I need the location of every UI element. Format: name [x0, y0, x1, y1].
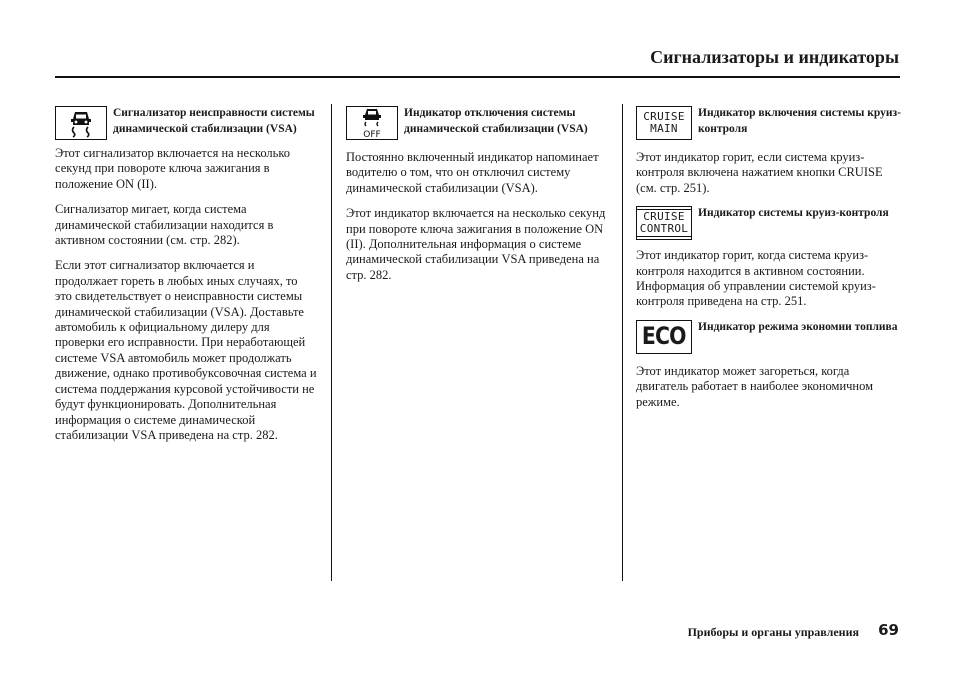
page-title: Сигнализаторы и индикаторы	[650, 47, 899, 67]
entry-heading: Индикатор отключения системы динамической стабилизации (VSA)	[404, 107, 588, 135]
column-1	[55, 106, 317, 453]
title-rule	[55, 76, 900, 78]
page-number: 69	[878, 621, 899, 639]
paragraph: Если этот сигнализатор включается и продолжает гореть в любых иных случаях, то это свидетельствует о неисправности системы динамической стабилизации (VSA). Доставьте автомобиль к официальному дилеру для проверки его исправности. При неработающей системе VSA автомобиль может продолжать движение, однако противобуксовочная система и система поддержания курсовой устойчивости не будут функционировать. Дополнительная информация о системе динамической стабилизации VSA приведена на стр. 282.	[55, 258, 317, 442]
footer-section-label: Приборы и органы управления	[687, 625, 859, 639]
off-label: OFF	[363, 130, 381, 139]
cruise-control-line-1: CRUISE	[643, 210, 685, 224]
vsa-warning-entry	[55, 106, 317, 443]
entry-heading: Индикатор системы круиз-контроля	[698, 207, 889, 220]
cruise-main-entry	[636, 106, 902, 196]
cruise-main-icon	[636, 106, 692, 140]
eco-label: ECO	[642, 322, 686, 351]
entry-heading: Индикатор включения системы круиз-контроля	[698, 107, 901, 135]
paragraph: Этот индикатор включается на несколько секунд при повороте ключа зажигания в положение ON (II). Дополнительная информация о системе динамической стабилизации VSA приведена на стр. 282.	[346, 206, 606, 282]
paragraph: Этот индикатор может загореться, когда двигатель работает в наиболее экономичном режиме.	[636, 363, 874, 409]
paragraph: Этот индикатор горит, если система круиз-контроля включена нажатием кнопки CRUISE (см. стр. 251).	[636, 150, 883, 195]
eco-icon	[636, 320, 692, 354]
entry-heading: Сигнализатор неисправности системы динамической стабилизации (VSA)	[113, 107, 315, 135]
column-divider	[622, 104, 623, 581]
paragraph: Этот сигнализатор включается на несколько секунд при повороте ключа зажигания в положение ON (II).	[55, 146, 291, 191]
column-3	[636, 106, 902, 420]
paragraph: Этот индикатор горит, когда система круиз-контроля находится в активном состоянии. Информация об управлении системой круиз-контроля приведена на стр. 251.	[636, 248, 876, 309]
cruise-control-entry	[636, 206, 902, 310]
column-divider	[331, 104, 332, 581]
entry-heading: Индикатор режима экономии топлива	[698, 320, 898, 333]
cruise-main-line-1: CRUISE	[643, 110, 685, 123]
eco-entry	[636, 320, 902, 410]
column-2	[346, 106, 612, 293]
paragraph: Постоянно включенный индикатор напоминает водителю о том, что он отключил систему динамической стабилизации (VSA).	[346, 150, 599, 195]
cruise-main-line-2: MAIN	[650, 122, 678, 135]
vsa-off-entry	[346, 106, 612, 283]
vsa-warning-icon	[55, 106, 107, 140]
paragraph: Сигнализатор мигает, когда система динамической стабилизации находится в активном состоянии (см. стр. 282).	[55, 202, 274, 248]
vsa-off-icon	[346, 106, 398, 140]
cruise-control-line-2: CONTROL	[639, 222, 689, 236]
cruise-control-icon	[636, 206, 692, 240]
